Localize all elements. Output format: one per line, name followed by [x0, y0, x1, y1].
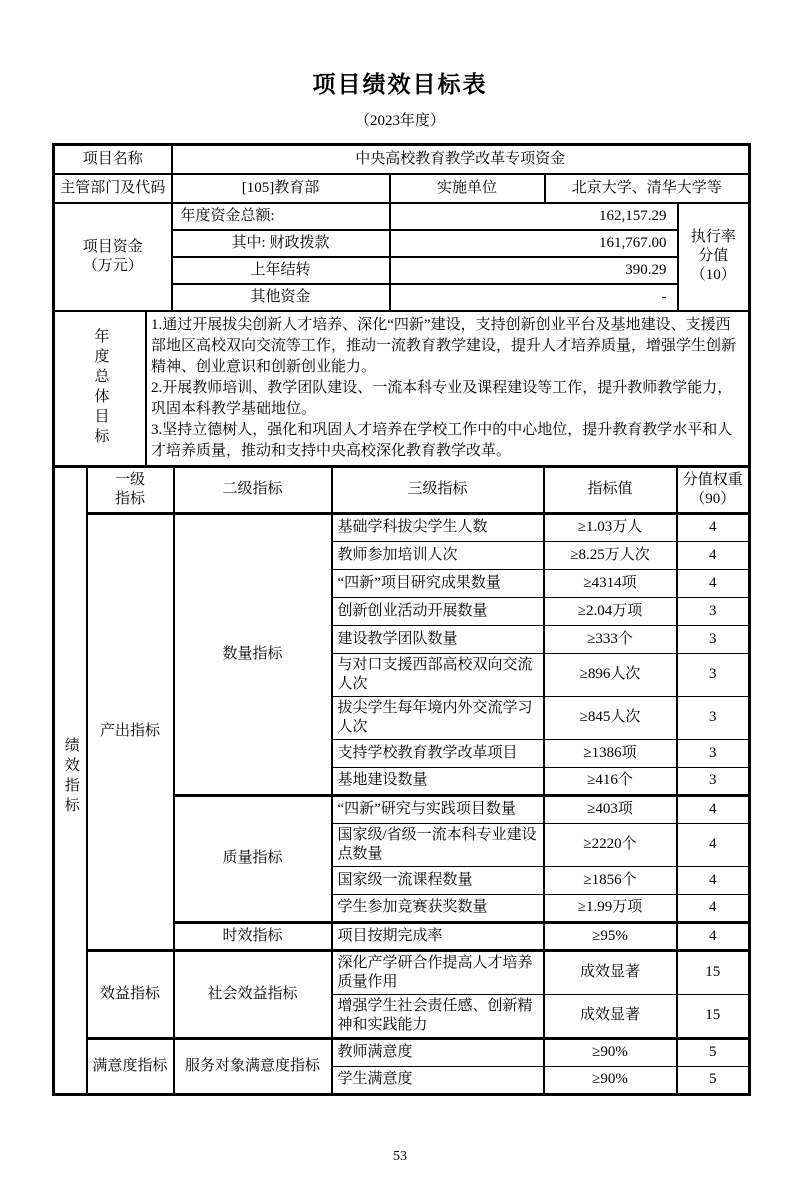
indicator-value: ≥333个 [544, 625, 677, 653]
level3-indicator: “四新”项目研究成果数量 [332, 569, 544, 597]
project-name-row [54, 145, 750, 174]
level1-satisfaction-indicators: 满意度指标 [87, 1038, 174, 1094]
indicator-value: ≥90% [544, 1038, 677, 1066]
level3-indicator: 与对口支援西部高校双向交流人次 [332, 653, 544, 696]
indicator-weight: 3 [677, 597, 750, 625]
indicator-value: ≥1386项 [544, 739, 677, 767]
level3-indicator: 建设教学团队数量 [332, 625, 544, 653]
annual-goal-item-1: 1.通过开展拔尖创新人才培养、深化“四新”建设，支持创新创业平台及基地建设、支援西部地区高校双向交流等工作，推动一流教育教学建设，提升人才培养质量，增强学生创新精神、创业意识和创新创业能力。 [151, 316, 737, 375]
department-row [54, 174, 750, 203]
level1-benefit-indicators: 效益指标 [87, 950, 174, 1038]
header-weight: 分值权重（90） [677, 466, 750, 513]
indicator-weight: 3 [677, 696, 750, 739]
project-name-value: 中央高校教育教学改革专项资金 [172, 145, 750, 174]
level2-quality-indicators: 质量指标 [174, 795, 332, 922]
indicator-value: ≥845人次 [544, 696, 677, 739]
funding-section-label: 项目资金 （万元） [54, 203, 172, 311]
level3-indicator: 国家级/省级一流本科专业建设点数量 [332, 823, 544, 866]
level3-indicator: 学生满意度 [332, 1066, 544, 1094]
indicator-value: ≥2220个 [544, 823, 677, 866]
indicator-weight: 3 [677, 767, 750, 795]
performance-target-table [52, 143, 748, 1096]
level2-timeliness-indicators: 时效指标 [174, 922, 332, 950]
department-value: [105]教育部 [172, 174, 390, 203]
level3-indicator: 基础学科拔尖学生人数 [332, 513, 544, 541]
indicator-row [54, 950, 750, 994]
page-number: 53 [393, 1149, 407, 1164]
level3-indicator: 深化产学研合作提高人才培养质量作用 [332, 950, 544, 994]
indicator-weight: 4 [677, 922, 750, 950]
header-value: 指标值 [544, 466, 677, 513]
level3-indicator: 国家级一流课程数量 [332, 866, 544, 894]
level3-indicator: 教师参加培训人次 [332, 541, 544, 569]
indicator-value: ≥90% [544, 1066, 677, 1094]
annual-goal-cell [54, 311, 750, 465]
indicators-header-row [54, 466, 750, 513]
indicator-value: ≥896人次 [544, 653, 677, 696]
project-info-table [52, 143, 751, 465]
indicator-row [54, 1038, 750, 1066]
header-level2: 二级指标 [174, 466, 332, 513]
indicator-weight: 5 [677, 1066, 750, 1094]
performance-indicators-side-label: 绩效指标 [54, 466, 87, 1094]
funding-other-value: - [390, 284, 678, 311]
level3-indicator: 拔尖学生每年境内外交流学习人次 [332, 696, 544, 739]
indicator-weight: 4 [677, 866, 750, 894]
indicator-weight: 4 [677, 513, 750, 541]
implementing-unit-label: 实施单位 [390, 174, 545, 203]
indicator-value: 成效显著 [544, 994, 677, 1038]
indicator-weight: 4 [677, 569, 750, 597]
indicator-value: ≥95% [544, 922, 677, 950]
funding-other-label: 其他资金 [172, 284, 390, 311]
department-label: 主管部门及代码 [54, 174, 172, 203]
level3-indicator: 增强学生社会责任感、创新精神和实践能力 [332, 994, 544, 1038]
level2-service-satisfaction-indicators: 服务对象满意度指标 [174, 1038, 332, 1094]
level3-indicator: 教师满意度 [332, 1038, 544, 1066]
indicator-value: ≥403项 [544, 795, 677, 823]
indicator-value: ≥4314项 [544, 569, 677, 597]
indicator-value: ≥2.04万项 [544, 597, 677, 625]
indicator-value: ≥1.03万人 [544, 513, 677, 541]
annual-goal-item-2: 2.开展教师培训、教学团队建设、一流本科专业及课程建设等工作，提升教师教学能力，巩固本科教学基础地位。 [151, 379, 733, 417]
indicator-value: 成效显著 [544, 950, 677, 994]
indicator-weight: 4 [677, 894, 750, 922]
header-level3: 三级指标 [332, 466, 544, 513]
indicator-weight: 4 [677, 823, 750, 866]
annual-goal-item-3: 3.坚持立德树人，强化和巩固人才培养在学校工作中的中心地位，提升教育教学水平和人才培养质量，推动和支持中央高校深化教育教学改革。 [151, 421, 733, 459]
funding-fiscal-value: 161,767.00 [390, 230, 678, 257]
level3-indicator: 创新创业活动开展数量 [332, 597, 544, 625]
indicator-weight: 3 [677, 625, 750, 653]
indicators-table [52, 465, 751, 1096]
level3-indicator: “四新”研究与实践项目数量 [332, 795, 544, 823]
funding-row-total [54, 203, 750, 230]
funding-fiscal-label: 其中: 财政拨款 [172, 230, 390, 257]
indicator-value: ≥416个 [544, 767, 677, 795]
project-name-label: 项目名称 [54, 145, 172, 174]
indicator-weight: 4 [677, 541, 750, 569]
level3-indicator: 学生参加竞赛获奖数量 [332, 894, 544, 922]
annual-goal-row [54, 311, 750, 465]
funding-total-label: 年度资金总额: [172, 203, 390, 230]
header-level1: 一级指标 [87, 466, 174, 513]
funding-carryover-value: 390.29 [390, 257, 678, 284]
indicator-value: ≥1.99万项 [544, 894, 677, 922]
level2-social-benefit-indicators: 社会效益指标 [174, 950, 332, 1038]
level3-indicator: 支持学校教育教学改革项目 [332, 739, 544, 767]
indicator-weight: 3 [677, 653, 750, 696]
annual-goal-label: 年度总体目标 [55, 312, 147, 465]
indicator-weight: 5 [677, 1038, 750, 1066]
execution-rate-score-label: 执行率 分值 （10） [678, 203, 750, 311]
indicator-weight: 15 [677, 994, 750, 1038]
page-subtitle: （2023年度） [354, 113, 445, 129]
indicator-weight: 3 [677, 739, 750, 767]
annual-goal-text [147, 312, 748, 465]
funding-total-value: 162,157.29 [390, 203, 678, 230]
indicator-weight: 15 [677, 950, 750, 994]
indicator-weight: 4 [677, 795, 750, 823]
indicator-row [54, 513, 750, 541]
page-title: 项目绩效目标表 [312, 71, 488, 97]
level2-quantity-indicators: 数量指标 [174, 513, 332, 795]
indicator-value: ≥8.25万人次 [544, 541, 677, 569]
funding-carryover-label: 上年结转 [172, 257, 390, 284]
indicator-value: ≥1856个 [544, 866, 677, 894]
level3-indicator: 项目按期完成率 [332, 922, 544, 950]
level1-output-indicators: 产出指标 [87, 513, 174, 950]
implementing-unit-value: 北京大学、清华大学等 [545, 174, 750, 203]
level3-indicator: 基地建设数量 [332, 767, 544, 795]
